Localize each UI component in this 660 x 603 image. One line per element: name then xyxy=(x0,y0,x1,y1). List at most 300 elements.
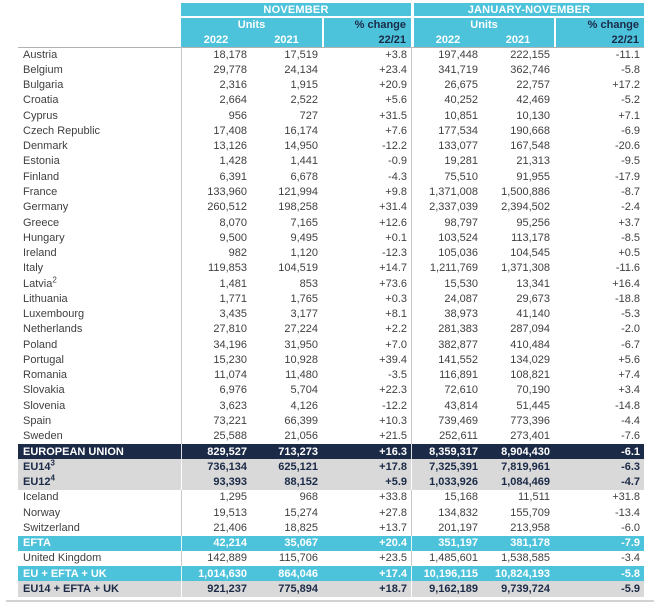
cell-jan-november-pct-change: +0.5 xyxy=(618,247,641,260)
cell-november-2021: 713,273 xyxy=(251,444,322,459)
table-body xyxy=(18,47,644,597)
cell-jan-november-2022: 141,552 xyxy=(411,352,482,367)
cell-jan-november-2022: 38,973 xyxy=(411,307,482,322)
row-label: United Kingdom xyxy=(23,552,102,565)
cell-jan-november-pct-change: -4.4 xyxy=(621,415,641,427)
cell-november-2021: 11,480 xyxy=(285,369,318,382)
period-november-label: NOVEMBER xyxy=(181,3,411,18)
row-label: EFTA xyxy=(18,536,181,551)
cell-november-2022: 1,771 xyxy=(181,291,251,306)
header-years-row xyxy=(18,32,644,47)
cell-jan-november-2022: 341,719 xyxy=(411,62,482,77)
cell-november-2021: 104,519 xyxy=(278,262,318,275)
table-row xyxy=(18,337,644,352)
cell-november-2022: 2,664 xyxy=(181,93,251,108)
header-period-row xyxy=(18,3,644,18)
cell-jan-november-2022: 40,252 xyxy=(411,93,482,108)
cell-jan-november-pct-change: -5.8 xyxy=(554,566,644,581)
cell-jan-november-2022: 1,485,601 xyxy=(411,551,482,566)
table-row xyxy=(18,322,644,337)
row-label: $EU14^3$ xyxy=(18,459,181,474)
table-row xyxy=(18,429,644,444)
cell-november-2022: 15,230 xyxy=(181,352,251,367)
cell-november-2021: 1,120 xyxy=(290,247,318,260)
row-label: Ireland xyxy=(23,247,57,260)
table-row xyxy=(18,261,644,276)
cell-jan-november-2021: 381,178 xyxy=(482,536,554,551)
cell-november-pct-change: +20.4 xyxy=(322,536,411,551)
cell-jan-november-pct-change: -11.6 xyxy=(615,262,641,275)
cell-november-pct-change: +73.6 xyxy=(379,277,408,290)
table-row xyxy=(18,474,644,489)
cell-jan-november-2022: 98,797 xyxy=(411,215,482,230)
cell-november-2021: 14,950 xyxy=(284,140,318,153)
units-label-november: Units xyxy=(181,18,322,32)
cell-jan-november-2021: 213,958 xyxy=(510,521,551,534)
cell-jan-november-2022: 7,325,391 xyxy=(411,459,482,474)
row-label: Bulgaria xyxy=(23,79,64,92)
car-registrations-table xyxy=(18,3,644,597)
cell-november-2022: 1,481 xyxy=(181,276,251,291)
cell-jan-november-2021: 167,548 xyxy=(510,140,551,153)
table-row xyxy=(18,78,644,93)
cell-november-pct-change: +3.8 xyxy=(322,47,411,62)
cell-jan-november-2022: 15,168 xyxy=(411,490,482,505)
period-january-november-label: JANUARY-NOVEMBER xyxy=(411,3,644,18)
cell-jan-november-pct-change: +5.6 xyxy=(618,353,641,366)
cell-november-2022: 19,513 xyxy=(181,505,251,520)
cell-jan-november-pct-change: -5.9 xyxy=(554,581,644,596)
pct-sub-jan-november: 22/21 xyxy=(554,32,644,47)
cell-november-pct-change: +39.4 xyxy=(379,353,408,366)
cell-jan-november-2022: 2,337,039 xyxy=(411,200,482,215)
cell-november-2021: 15,274 xyxy=(284,506,318,519)
cell-november-2021: 1,765 xyxy=(290,292,318,305)
table-row xyxy=(18,154,644,169)
row-label: Germany xyxy=(23,201,69,214)
cell-november-pct-change: +0.1 xyxy=(385,231,408,244)
cell-jan-november-2021: 7,819,961 xyxy=(482,459,554,474)
cell-jan-november-2021: 1,500,886 xyxy=(501,186,551,199)
cell-jan-november-2021: 10,824,193 xyxy=(482,566,554,581)
cell-jan-november-pct-change: +3.7 xyxy=(618,216,641,229)
cell-jan-november-pct-change: -5.3 xyxy=(621,308,641,321)
cell-jan-november-pct-change: -13.4 xyxy=(614,506,641,519)
cell-november-pct-change: +21.5 xyxy=(379,430,408,443)
table-row xyxy=(18,276,644,291)
cell-november-pct-change: +16.3 xyxy=(322,444,411,459)
cell-november-pct-change: +5.6 xyxy=(385,94,408,107)
row-label: Finland xyxy=(23,170,60,183)
cell-november-2021: 1,441 xyxy=(290,155,318,168)
cell-november-2022: 11,074 xyxy=(181,368,251,383)
cell-november-2021: 853 xyxy=(299,277,318,290)
units-label-jan-november: Units xyxy=(411,18,554,32)
table-row xyxy=(18,123,644,138)
cell-jan-november-pct-change: -7.6 xyxy=(621,430,641,443)
cell-jan-november-2021: 287,094 xyxy=(510,323,551,336)
cell-november-2021: 727 xyxy=(299,109,318,122)
cell-november-2022: 25,588 xyxy=(181,429,251,444)
cell-november-2021: 2,522 xyxy=(290,94,318,107)
cell-jan-november-2021: 108,821 xyxy=(510,369,551,382)
cell-november-2021: 66,399 xyxy=(284,415,318,427)
row-label: Croatia xyxy=(23,94,59,107)
cell-november-pct-change: +10.3 xyxy=(379,415,408,427)
cell-november-pct-change: +2.2 xyxy=(385,323,408,336)
cell-jan-november-2022: 103,524 xyxy=(411,230,482,245)
cell-jan-november-2021: 1,084,469 xyxy=(482,474,554,489)
cell-november-pct-change: +18.7 xyxy=(322,581,411,596)
table-row xyxy=(18,520,644,535)
cell-november-2022: 3,623 xyxy=(181,398,251,413)
cell-november-2021: 7,165 xyxy=(290,216,318,229)
cell-jan-november-2021: 222,155 xyxy=(482,47,554,62)
cell-jan-november-2022: 24,087 xyxy=(411,291,482,306)
cell-jan-november-2021: 104,545 xyxy=(510,247,551,260)
table-row xyxy=(18,413,644,428)
cell-november-pct-change: -12.2 xyxy=(381,140,408,153)
cell-november-pct-change: +17.4 xyxy=(322,566,411,581)
table-row xyxy=(18,368,644,383)
row-label: $EU12^4$ xyxy=(18,474,181,489)
table-row xyxy=(18,184,644,199)
cell-jan-november-2021: 42,469 xyxy=(516,94,551,107)
cell-november-2021: 3,177 xyxy=(290,308,318,321)
row-label: Norway xyxy=(23,506,61,519)
cell-november-2021: 198,258 xyxy=(278,201,318,214)
cell-november-2022: 3,435 xyxy=(181,307,251,322)
cell-november-2022: 42,214 xyxy=(181,536,251,551)
cell-november-2022: 13,126 xyxy=(181,139,251,154)
row-label: Slovakia xyxy=(23,384,65,397)
cell-november-pct-change: +13.7 xyxy=(379,521,408,534)
cell-november-2021: 121,994 xyxy=(278,186,318,199)
cell-jan-november-2022: 197,448 xyxy=(411,47,482,62)
cell-jan-november-pct-change: -7.9 xyxy=(554,536,644,551)
cell-jan-november-2022: 15,530 xyxy=(411,276,482,291)
cell-november-2021: 17,519 xyxy=(251,47,322,62)
cell-november-2021: 775,894 xyxy=(251,581,322,596)
cell-jan-november-pct-change: -9.5 xyxy=(621,155,641,168)
cell-jan-november-pct-change: -2.0 xyxy=(621,323,641,336)
cell-november-2022: 829,527 xyxy=(181,444,251,459)
footnote-marker: 4 xyxy=(50,474,55,483)
cell-november-2021: 5,704 xyxy=(290,384,318,397)
row-label: Austria xyxy=(18,47,181,62)
cell-november-pct-change: -12.2 xyxy=(381,399,408,412)
cell-jan-november-pct-change: +31.8 xyxy=(612,491,641,504)
table-row xyxy=(18,47,644,62)
row-label: Netherlands xyxy=(23,323,83,336)
cell-november-2021: 27,224 xyxy=(284,323,318,336)
cell-november-2022: 1,295 xyxy=(181,490,251,505)
cell-jan-november-2022: 10,851 xyxy=(411,108,482,123)
cell-jan-november-2022: 19,281 xyxy=(411,154,482,169)
cell-jan-november-2022: 116,891 xyxy=(411,368,482,383)
row-label: Hungary xyxy=(23,231,65,244)
cell-jan-november-2021: 13,341 xyxy=(516,277,551,290)
cell-jan-november-2022: 1,211,769 xyxy=(411,261,482,276)
pct-change-label-jan-november: % change xyxy=(554,18,644,32)
cell-jan-november-2021: 8,904,430 xyxy=(482,444,554,459)
cell-jan-november-pct-change: -2.4 xyxy=(621,201,641,214)
row-label: EUROPEAN UNION xyxy=(18,444,181,459)
year-2021-november: 2021 xyxy=(251,32,322,47)
cell-november-pct-change: +17.8 xyxy=(322,459,411,474)
cell-jan-november-2021: 2,394,502 xyxy=(501,201,551,214)
cell-november-pct-change: +23.5 xyxy=(379,552,408,565)
cell-jan-november-2022: 1,033,926 xyxy=(411,474,482,489)
cell-jan-november-2022: 43,814 xyxy=(411,398,482,413)
row-label: Spain xyxy=(23,415,52,427)
cell-november-2021: 21,056 xyxy=(284,430,318,443)
cell-jan-november-pct-change: -6.1 xyxy=(554,444,644,459)
cell-november-pct-change: +20.9 xyxy=(379,79,408,92)
cell-november-2022: 29,778 xyxy=(181,62,251,77)
row-label: Estonia xyxy=(23,155,60,168)
cell-november-2021: 6,678 xyxy=(290,170,318,183)
cell-jan-november-2021: 362,746 xyxy=(510,63,551,76)
cell-jan-november-2021: 190,668 xyxy=(510,124,551,137)
table-row xyxy=(18,490,644,505)
cell-november-2021: 18,825 xyxy=(284,521,318,534)
cell-november-2021: 1,915 xyxy=(290,79,318,92)
cell-november-pct-change: -3.5 xyxy=(388,369,408,382)
row-label: Lithuania xyxy=(23,292,68,305)
cell-jan-november-pct-change: +17.2 xyxy=(612,79,641,92)
row-label: Italy xyxy=(23,262,44,275)
cell-november-2022: 921,237 xyxy=(181,581,251,596)
table-row xyxy=(18,215,644,230)
cell-jan-november-2021: 113,178 xyxy=(511,231,551,244)
cell-jan-november-2021: 1,371,308 xyxy=(501,262,551,275)
cell-november-2022: 1,428 xyxy=(181,154,251,169)
cell-november-pct-change: +14.7 xyxy=(379,262,408,275)
cell-november-2022: 18,178 xyxy=(181,47,251,62)
cell-november-2022: 8,070 xyxy=(181,215,251,230)
cell-jan-november-2021: 91,955 xyxy=(516,170,551,183)
header-units-row xyxy=(18,18,644,32)
cell-november-pct-change: +23.4 xyxy=(379,63,408,76)
cell-jan-november-2022: 177,534 xyxy=(411,123,482,138)
table-row xyxy=(18,444,644,459)
table-row xyxy=(18,139,644,154)
cell-jan-november-2021: 155,709 xyxy=(510,506,551,519)
cell-jan-november-2021: 22,757 xyxy=(516,79,551,92)
table-row xyxy=(18,200,644,215)
table-row xyxy=(18,459,644,474)
row-label: Romania xyxy=(23,369,68,382)
cell-november-2021: 625,121 xyxy=(251,459,322,474)
table-row xyxy=(18,108,644,123)
cell-jan-november-2021: 51,445 xyxy=(516,399,551,412)
row-label: Belgium xyxy=(23,63,63,76)
row-label: Iceland xyxy=(23,491,59,504)
cell-november-2022: 142,889 xyxy=(181,551,251,566)
cell-jan-november-2022: 8,359,317 xyxy=(411,444,482,459)
cell-november-2021: 24,134 xyxy=(284,63,318,76)
table-row xyxy=(18,536,644,551)
cell-november-2021: 35,067 xyxy=(251,536,322,551)
cell-jan-november-pct-change: -18.8 xyxy=(614,292,641,305)
cell-november-pct-change: +12.6 xyxy=(379,216,408,229)
cell-november-2021: 31,950 xyxy=(284,338,318,351)
cell-november-2022: 736,134 xyxy=(181,459,251,474)
cell-november-2021: 88,152 xyxy=(251,474,322,489)
cell-november-2022: 93,393 xyxy=(181,474,251,489)
cell-jan-november-pct-change: -8.7 xyxy=(621,186,641,199)
row-label: Poland xyxy=(23,338,58,351)
cell-jan-november-2021: 11,511 xyxy=(518,491,551,504)
cell-november-pct-change: -0.9 xyxy=(388,155,408,168)
cell-jan-november-pct-change: -4.7 xyxy=(554,474,644,489)
cell-november-pct-change: +8.1 xyxy=(385,308,408,321)
header-blank-cell xyxy=(18,3,181,18)
cell-november-pct-change: +31.5 xyxy=(379,109,408,122)
year-2021-jan-november: 2021 xyxy=(482,32,554,47)
row-label: France xyxy=(23,186,58,199)
pct-change-label-november: % change xyxy=(322,18,411,32)
cell-november-2021: 115,706 xyxy=(279,552,318,565)
cell-jan-november-2022: 1,371,008 xyxy=(411,184,482,199)
row-label: EU14 + EFTA + UK xyxy=(18,581,181,596)
cell-jan-november-2021: 773,396 xyxy=(510,415,551,427)
cell-november-2022: 2,316 xyxy=(181,78,251,93)
cell-november-2021: 10,928 xyxy=(284,353,318,366)
cell-jan-november-2021: 41,140 xyxy=(516,308,551,321)
table-row xyxy=(18,505,644,520)
table-row xyxy=(18,307,644,322)
cell-jan-november-pct-change: -6.9 xyxy=(621,124,641,137)
cell-november-2022: 21,406 xyxy=(181,520,251,535)
cell-november-pct-change: +0.3 xyxy=(385,292,408,305)
cell-jan-november-pct-change: -11.1 xyxy=(554,47,644,62)
header-blank-cell xyxy=(18,32,181,47)
cell-jan-november-2022: 72,610 xyxy=(411,383,482,398)
cell-november-2021: 9,495 xyxy=(290,231,318,244)
cell-november-2022: 119,853 xyxy=(181,261,251,276)
row-label: Luxembourg xyxy=(23,308,85,321)
row-label: Czech Republic xyxy=(23,124,101,137)
table-row xyxy=(18,169,644,184)
cell-jan-november-2021: 21,313 xyxy=(516,155,551,168)
cell-jan-november-2022: 382,877 xyxy=(411,337,482,352)
footnote-marker: 2 xyxy=(52,275,57,284)
cell-november-pct-change: +7.0 xyxy=(385,338,408,351)
cell-jan-november-pct-change: +7.1 xyxy=(618,109,641,122)
cell-november-pct-change: +33.8 xyxy=(379,491,408,504)
cell-jan-november-2021: 70,190 xyxy=(516,384,551,397)
cell-jan-november-pct-change: -5.8 xyxy=(621,63,641,76)
cell-jan-november-2022: 281,383 xyxy=(411,322,482,337)
table-row xyxy=(18,566,644,581)
cell-jan-november-2022: 9,162,189 xyxy=(411,581,482,596)
cell-jan-november-2022: 10,196,115 xyxy=(411,566,482,581)
cell-jan-november-2021: 10,130 xyxy=(516,109,551,122)
row-label: Cyprus xyxy=(23,109,58,122)
cell-jan-november-pct-change: -6.3 xyxy=(554,459,644,474)
cell-november-2022: 6,976 xyxy=(181,383,251,398)
pct-sub-november: 22/21 xyxy=(322,32,411,47)
cell-jan-november-pct-change: -14.8 xyxy=(614,399,641,412)
cell-november-2022: 6,391 xyxy=(181,169,251,184)
cell-november-2021: 864,046 xyxy=(251,566,322,581)
cell-november-2022: 73,221 xyxy=(181,413,251,428)
row-label: Switzerland xyxy=(23,521,80,534)
cell-jan-november-pct-change: +3.4 xyxy=(618,384,641,397)
cell-jan-november-2021: 273,401 xyxy=(510,430,551,443)
row-label: Latvia$^2$ xyxy=(23,275,57,290)
cell-jan-november-pct-change: +16.4 xyxy=(612,277,641,290)
cell-november-2021: 4,126 xyxy=(290,399,318,412)
cell-jan-november-pct-change: -20.6 xyxy=(614,140,641,153)
cell-jan-november-2022: 75,510 xyxy=(411,169,482,184)
cell-jan-november-pct-change: -6.7 xyxy=(621,338,641,351)
cell-jan-november-pct-change: -6.0 xyxy=(621,521,641,534)
cell-november-pct-change: +31.4 xyxy=(379,201,408,214)
cell-jan-november-2022: 105,036 xyxy=(411,245,482,260)
cell-jan-november-2021: 1,538,585 xyxy=(501,552,551,565)
table-row xyxy=(18,352,644,367)
cell-november-2021: 968 xyxy=(299,491,318,504)
cell-jan-november-2022: 739,469 xyxy=(411,413,482,428)
year-2022-jan-november: 2022 xyxy=(411,32,482,47)
cell-jan-november-2022: 133,077 xyxy=(411,139,482,154)
table-row xyxy=(18,551,644,566)
table-row xyxy=(18,62,644,77)
row-label: Greece xyxy=(23,216,60,229)
cell-november-2022: 34,196 xyxy=(181,337,251,352)
cell-jan-november-pct-change: -8.5 xyxy=(621,231,641,244)
cell-jan-november-pct-change: -5.2 xyxy=(621,94,641,107)
cell-november-2022: 982 xyxy=(181,245,251,260)
cell-november-2021: 16,174 xyxy=(284,124,318,137)
cell-jan-november-pct-change: -17.9 xyxy=(614,170,641,183)
row-label: Denmark xyxy=(23,140,68,153)
cell-november-2022: 27,810 xyxy=(181,322,251,337)
cell-november-pct-change: +5.9 xyxy=(322,474,411,489)
cell-jan-november-2021: 134,029 xyxy=(510,353,551,366)
row-label: Slovenia xyxy=(23,399,66,412)
cell-jan-november-2021: 29,673 xyxy=(516,292,551,305)
row-label: Sweden xyxy=(23,430,63,443)
cell-jan-november-2021: 410,484 xyxy=(510,338,551,351)
table-header xyxy=(18,3,644,47)
cell-november-2022: 17,408 xyxy=(181,123,251,138)
cell-jan-november-2022: 252,611 xyxy=(411,429,482,444)
cell-november-pct-change: -12.3 xyxy=(381,247,408,260)
year-2022-november: 2022 xyxy=(181,32,251,47)
cell-jan-november-2022: 201,197 xyxy=(411,520,482,535)
cell-jan-november-2021: 9,739,724 xyxy=(482,581,554,596)
cell-november-2022: 1,014,630 xyxy=(181,566,251,581)
table-row xyxy=(18,230,644,245)
header-blank-cell xyxy=(18,18,181,32)
cell-november-pct-change: +22.3 xyxy=(379,384,408,397)
cell-november-pct-change: +7.6 xyxy=(385,124,408,137)
bottom-divider xyxy=(6,600,654,602)
cell-jan-november-pct-change: +7.4 xyxy=(618,369,641,382)
cell-november-2022: 9,500 xyxy=(181,230,251,245)
cell-november-pct-change: -4.3 xyxy=(388,170,408,183)
cell-jan-november-2022: 26,675 xyxy=(411,78,482,93)
cell-november-2022: 956 xyxy=(181,108,251,123)
cell-jan-november-pct-change: -3.4 xyxy=(621,552,641,565)
table-row xyxy=(18,291,644,306)
cell-jan-november-2022: 351,197 xyxy=(411,536,482,551)
cell-november-2022: 133,960 xyxy=(181,184,251,199)
